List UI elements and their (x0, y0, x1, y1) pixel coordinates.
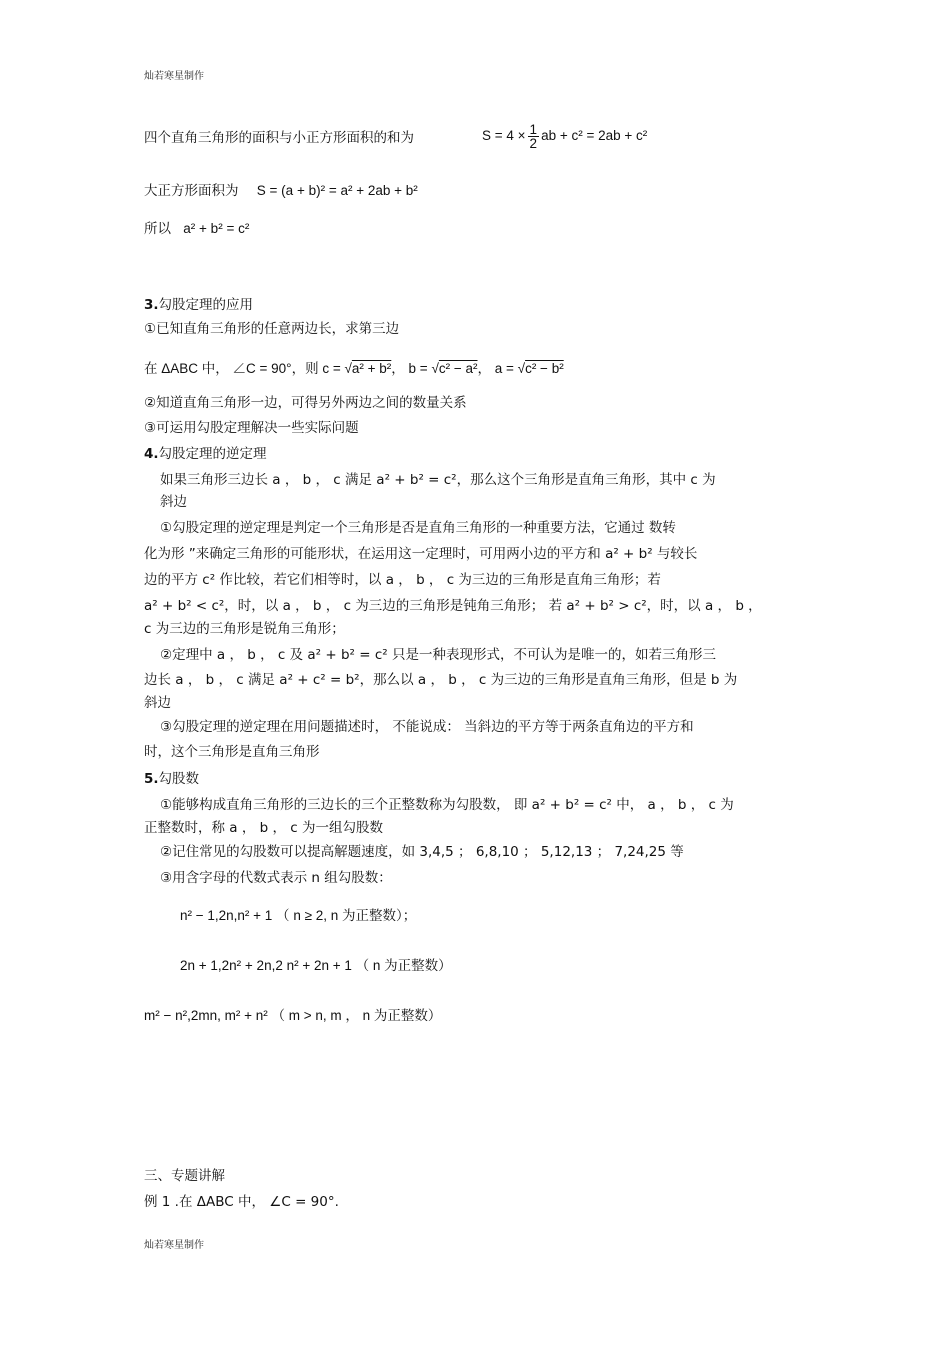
fraction-numerator: 1 (529, 122, 538, 137)
c-formula-radicand: a² + b² (351, 361, 392, 376)
section-4-line-7: c 为三边的三角形是锐角三角形； (144, 621, 345, 637)
pythagorean-formula-1: n² − 1,2n,n² + 1 （ n ≥ 2, n 为正整数）； (180, 908, 417, 923)
example-1: 例 1 .在 ΔABC 中， ∠C = 90°. (144, 1194, 339, 1210)
section-4-line-10: 斜边 (144, 695, 171, 711)
section-5-line-1: ①能够构成直角三角形的三边长的三个正整数称为勾股数， 即 a² + b² = c² 中， a ， b ， c 为 (160, 797, 734, 813)
topic-title: 三、专题讲解 (144, 1168, 225, 1184)
fraction-denominator: 2 (529, 136, 538, 151)
section-3-formula (144, 360, 564, 378)
section-3-item-3: ③可运用勾股定理解决一些实际问题 (144, 420, 359, 436)
b-formula-left: ， b = √ (391, 361, 439, 376)
c-formula-left: c = √ (322, 361, 352, 376)
proof-line-2-formula: S = (a + b)² = a² + 2ab + b² (256, 183, 418, 198)
section-3-number: 3. (144, 297, 159, 313)
section-4-line-3: ①勾股定理的逆定理是判定一个三角形是否是直角三角形的一种重要方法，它通过 数转 (160, 520, 676, 536)
proof-line-3-text: 所以 (144, 221, 171, 237)
triangle-condition: 在 ΔABC 中， ∠C = 90°，则 (144, 361, 319, 376)
section-3-title: 勾股定理的应用 (158, 297, 254, 313)
page-footer: 灿若寒星制作 (144, 1240, 204, 1251)
formula-s-prefix: S = 4 × (482, 128, 526, 144)
a-formula-left: ， a = √ (477, 361, 526, 376)
section-4-line-1: 如果三角形三边长 a ， b ， c 满足 a² + b² = c²，那么这个三角形是直角三角形，其中 c 为 (160, 472, 716, 488)
section-4-line-11: ③勾股定理的逆定理在用问题描述时， 不能说成： 当斜边的平方等于两条直角边的平方和 (160, 719, 694, 735)
section-5-line-2: 正整数时，称 a ， b ， c 为一组勾股数 (144, 820, 384, 836)
section-4-title: 勾股定理的逆定理 (158, 446, 267, 462)
proof-line-3 (144, 220, 249, 238)
section-4-line-9: 边长 a ， b ， c 满足 a² + c² = b²，那么以 a ， b ， c 为三边的三角形是直角三角形，但是 b 为 (144, 672, 738, 688)
page-header: 灿若寒星制作 (144, 71, 204, 82)
proof-line-1 (144, 122, 648, 151)
section-3-heading (144, 296, 253, 314)
proof-line-3-formula: a² + b² = c² (183, 221, 250, 236)
formula-s-suffix: ab + c² = 2ab + c² (541, 128, 648, 144)
section-3-item-2: ②知道直角三角形一边，可得另外两边之间的数量关系 (144, 395, 467, 411)
section-4-line-12: 时，这个三角形是直角三角形 (144, 744, 320, 760)
section-3-item-1: ①已知直角三角形的任意两边长，求第三边 (144, 321, 400, 337)
pythagorean-formula-2: 2n + 1,2n² + 2n,2 n² + 2n + 1 （ n 为正整数） (180, 958, 452, 973)
section-4-line-6: a² + b² < c²，时，以 a ， b ， c 为三边的三角形是钝角三角形； 若 a² + b² > c²，时，以 a ， b ， (144, 598, 762, 614)
proof-line-2 (144, 182, 418, 200)
section-4-line-2: 斜边 (160, 494, 187, 510)
section-4-line-5: 边的平方 c² 作比较，若它们相等时，以 a ， b ， c 为三边的三角形是直角三角形；若 (144, 572, 661, 588)
section-4-number: 4. (144, 446, 159, 462)
proof-line-2-text: 大正方形面积为 (144, 183, 239, 199)
section-5-title: 勾股数 (158, 771, 200, 787)
proof-line-1-formula (482, 123, 647, 150)
section-5-heading (144, 770, 199, 788)
proof-line-1-text: 四个直角三角形的面积与小正方形面积的和为 (144, 130, 414, 146)
a-formula-radicand: c² − b² (525, 361, 564, 376)
section-4-heading (144, 445, 267, 463)
section-5-line-4: ③用含字母的代数式表示 n 组勾股数： (160, 870, 392, 886)
section-5-line-3: ②记住常见的勾股数可以提高解题速度，如 3,4,5 ； 6,8,10 ； 5,12,13 ； 7,24,25 等 (160, 844, 684, 860)
section-5-number: 5. (144, 771, 159, 787)
section-4-line-8: ②定理中 a ， b ， c 及 a² + b² = c² 只是一种表现形式，不可认为是唯一的，如若三角形三 (160, 647, 716, 663)
pythagorean-formula-3: m² − n²,2mn, m² + n² （ m > n, m ， n 为正整数） (144, 1008, 442, 1023)
b-formula-radicand: c² − a² (438, 361, 478, 376)
fraction-one-half (528, 123, 540, 150)
section-4-line-4: 化为形 ”来确定三角形的可能形状，在运用这一定理时，可用两小边的平方和 a² + b² 与较长 (144, 546, 698, 562)
